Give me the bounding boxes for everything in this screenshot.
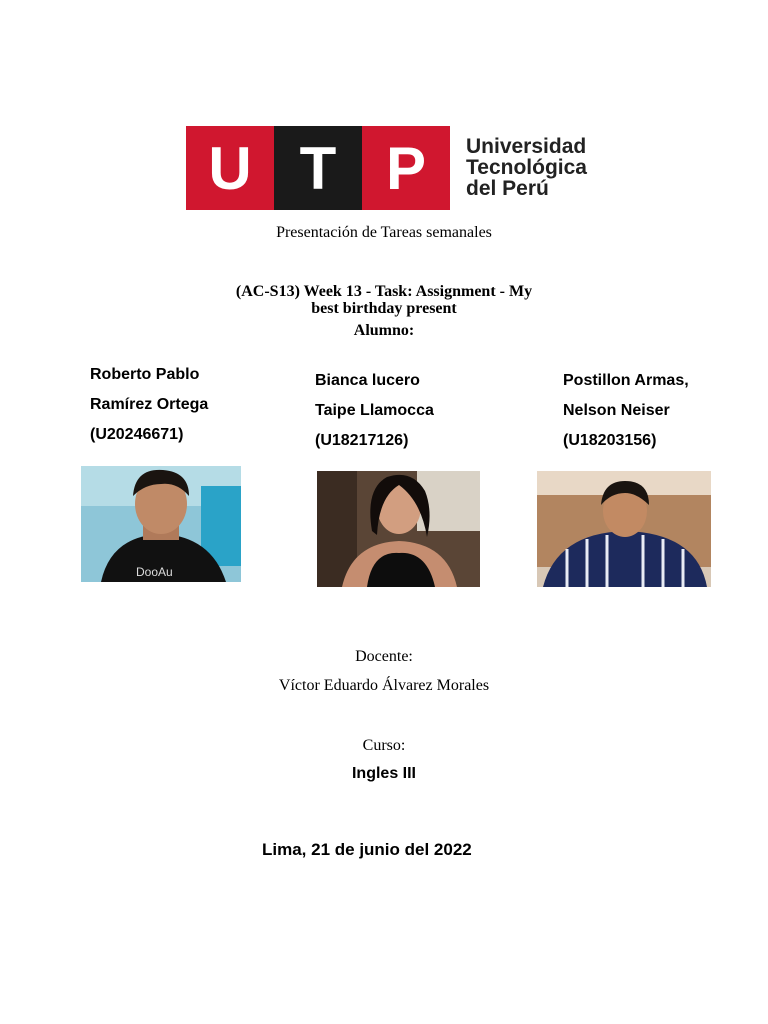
teacher-name: Víctor Eduardo Álvarez Morales: [278, 677, 490, 694]
student-label: Alumno:: [353, 322, 415, 339]
student-photo: [317, 471, 480, 587]
student-name-line: Bianca lucero: [315, 372, 420, 389]
logo-letter-u: U: [186, 126, 274, 210]
svg-text:DooAu: DooAu: [136, 565, 173, 579]
utp-logo: [186, 126, 606, 210]
student-name-line: Ramírez Ortega: [90, 396, 209, 413]
student-photo: [537, 471, 711, 587]
student-info: [315, 366, 434, 456]
logo-letter-t: T: [274, 126, 362, 210]
place-date: Lima, 21 de junio del 2022: [262, 840, 472, 859]
student-name-line: Nelson Neiser: [563, 402, 670, 419]
student-info: [563, 366, 689, 456]
teacher-label: Docente:: [355, 648, 413, 665]
course-label: Curso:: [362, 737, 406, 754]
assignment-title-line: best birthday present: [311, 300, 457, 317]
student-code: (U18217126): [315, 432, 409, 449]
student-info: [90, 360, 208, 450]
assignment-title-line: (AC-S13) Week 13 - Task: Assignment - My: [235, 283, 533, 300]
student-name-line: Roberto Pablo: [90, 366, 200, 383]
university-name-line: Universidad: [466, 135, 587, 158]
course-name: Ingles III: [351, 765, 416, 782]
assignment-title: [0, 283, 768, 317]
logo-letter-p: P: [362, 126, 450, 210]
student-code: (U20246671): [90, 426, 184, 443]
student-name-line: Postillon Armas,: [563, 372, 689, 389]
university-name: [466, 136, 587, 199]
presentation-heading: Presentación de Tareas semanales: [276, 224, 492, 241]
student-name-line: Taipe Llamocca: [315, 402, 434, 419]
student-photo: [81, 466, 241, 582]
university-name-line: Tecnológica: [466, 156, 587, 179]
university-name-line: del Perú: [466, 177, 549, 200]
student-code: (U18203156): [563, 432, 657, 449]
